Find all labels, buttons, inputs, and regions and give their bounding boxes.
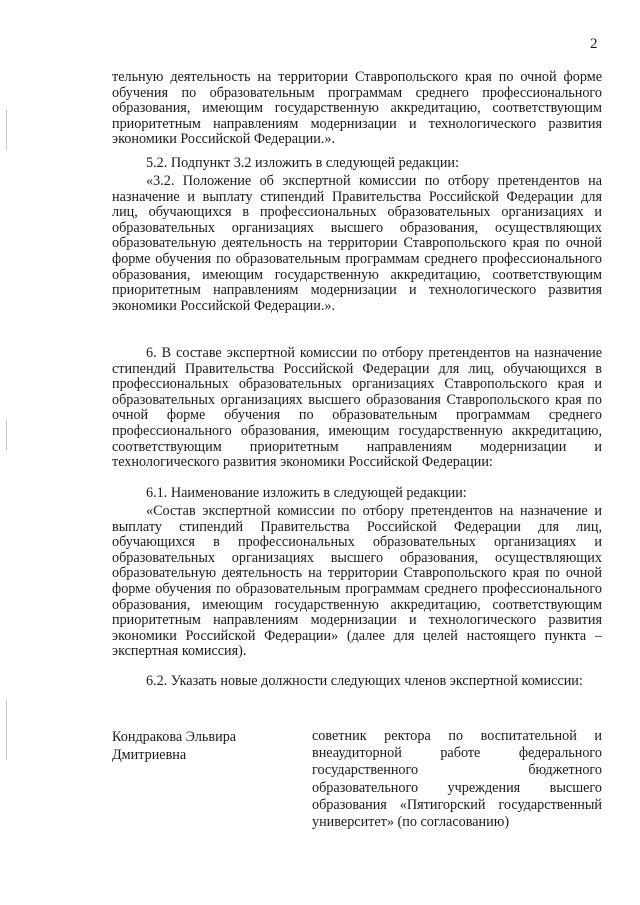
paragraph-5-2: 5.2. Подпункт 3.2 изложить в следующей редакции: — [146, 155, 459, 171]
paragraph-6-2: 6.2. Указать новые должности следующих членов экспертной комиссии: — [146, 673, 583, 689]
paragraph-6-1: 6.1. Наименование изложить в следующей редакции: — [146, 485, 467, 501]
paragraph-3-2-quote: «3.2. Положение об экспертной комиссии по отбору претендентов на назначение и выплату стипендий Правительства Российской Федерации для лиц, обучающихся в профессиональных образовательных организациях и образовательных организациях высшего образования, осуществляющих образовательную деятельность на территории Ставропольского края по очной форме обучения по образовательным программам среднего профессионального образования, имеющим государственную аккредитацию, соответствующим приоритетным направлениям модернизации и технологического развития экономики Российской Федерации.». — [112, 173, 602, 314]
scan-margin-mark — [6, 110, 7, 150]
scan-margin-mark — [6, 700, 7, 760]
member-name: Кондракова Эльвира Дмитриевна — [112, 729, 237, 763]
paragraph-continuation: тельную деятельность на территории Ставропольского края по очной форме обучения по образовательным программам среднего профессионального образования, имеющим государственную аккредитацию, соответствующим приоритетным направлениям модернизации и технологического развития экономики Российской Федерации.». — [112, 69, 602, 148]
paragraph-name-quote: «Состав экспертной комиссии по отбору претендентов на назначение и выплату стипендий Правительства Российской Федерации для лиц, обучающихся в профессиональных образовательных организациях и образовательных организациях высшего образования, осуществляющих образовательную деятельность на территории Ставропольского края по очной форме обучения по образовательным программам среднего профессионального образования, имеющим государственную аккредитацию, соответствующим приоритетным направлениям модернизации и технологического развития экономики Российской Федерации» (далее для целей настоящего пункта – экспертная комиссия). — [112, 503, 602, 660]
scan-margin-mark — [6, 420, 7, 450]
member-position: советник ректора по воспитательной и внеаудиторной работе федерального государственного бюджетного образовательного учреждения высшего образования «Пятигорский государственный университет» (по согласованию) — [312, 728, 602, 831]
page-number: 2 — [590, 36, 598, 52]
paragraph-6: 6. В составе экспертной комиссии по отбору претендентов на назначение стипендий Правительства Российской Федерации для лиц, обучающихся в профессиональных образовательных организациях Ставропольского края и образовательных организациях высшего образования Ставропольского края по очной форме обучения по образовательным программам среднего профессионального образования, имеющим государственную аккредитацию, соответствующим приоритетным направлениям модернизации и технологического развития экономики Российской Федерации: — [112, 345, 602, 471]
